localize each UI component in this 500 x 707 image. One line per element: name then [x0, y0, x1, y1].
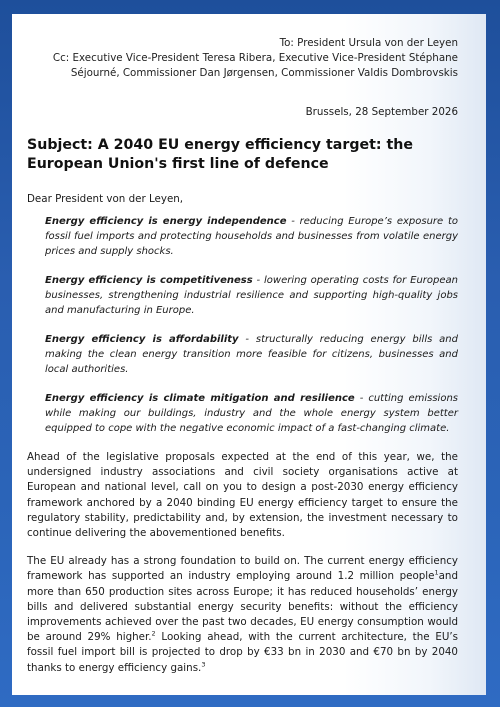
key-point — [45, 214, 458, 259]
para2-text-3: Looking ahead, with the current architecture, the EU’s fossil fuel import bill is projected to drop by €33 bn in 2030 and €70 bn by 2040 thanks to energy efficiency gains. — [27, 631, 458, 674]
letter-page — [12, 14, 486, 695]
recipient-cc-line-2: Séjourné, Commissioner Dan Jørgensen, Commissioner Valdis Dombrovskis — [70, 67, 458, 79]
key-point — [45, 273, 458, 318]
footnote-ref-1[interactable]: 1 — [434, 569, 439, 577]
letter-subject: Subject: A 2040 EU energy efficiency target: the European Union's first line of defence — [27, 137, 414, 172]
key-point-text: - structurally reducing energy bills and making the clean energy transition more feasible for citizens, businesses and local authorities. — [45, 334, 458, 375]
body-paragraph-2 — [27, 554, 458, 676]
key-point-title: Energy efficiency is competitiveness — [45, 275, 253, 286]
para2-text-2: and more than 650 production sites across Europe; it has reduced households’ energy bills and delivered substantial energy security benefits: without the efficiency improvements achieved over the past two decades, EU energy consumption would be around 29% higher. — [27, 570, 458, 644]
key-point-title: Energy efficiency is affordability — [45, 334, 239, 345]
key-point-title: Energy efficiency is climate mitigation and resilience — [45, 393, 355, 404]
recipient-cc-line-1: Cc: Executive Vice-President Teresa Ribera, Executive Vice-President Stéphane — [52, 52, 458, 64]
key-points — [45, 214, 458, 436]
footnote-ref-3[interactable]: 3 — [201, 660, 206, 669]
footnote-ref-2[interactable]: 2 — [151, 629, 156, 638]
greeting: Dear President von der Leyen, — [27, 193, 184, 205]
recipient-to: To: President Ursula von der Leyen — [279, 37, 458, 49]
key-point — [45, 391, 458, 436]
place-date: Brussels, 28 September 2026 — [305, 106, 458, 118]
recipients-block — [27, 36, 458, 81]
key-point-text: - lowering operating costs for European businesses, strengthening industrial resilience and supporting high-quality jobs and manufacturing in Europe. — [45, 275, 458, 316]
body-paragraph-1: Ahead of the legislative proposals expected at the end of this year, we, the undersigned industry associations and civil society organisations active at European and national level, call on you to design a post-2030 energy efficiency framework anchored by a 2040 binding EU energy efficiency target to ensure the regulatory stability, predictability and, by extension, the investment necessary to continue delivering the abovementioned benefits. — [27, 451, 458, 540]
key-point-text: - reducing Europe’s exposure to fossil fuel imports and protecting households and businesses from volatile energy prices and supply shocks. — [45, 216, 459, 257]
para2-text-1: The EU already has a strong foundation to build on. The current energy efficiency framework has supported an industry employing around 1.2 million people — [27, 555, 458, 583]
key-point-title: Energy efficiency is energy independence — [45, 216, 287, 227]
key-point — [45, 332, 458, 377]
key-point-text: - cutting emissions while making our buildings, industry and the whole energy system better equipped to cope with the negative economic impact of a fast-changing climate. — [45, 393, 459, 434]
